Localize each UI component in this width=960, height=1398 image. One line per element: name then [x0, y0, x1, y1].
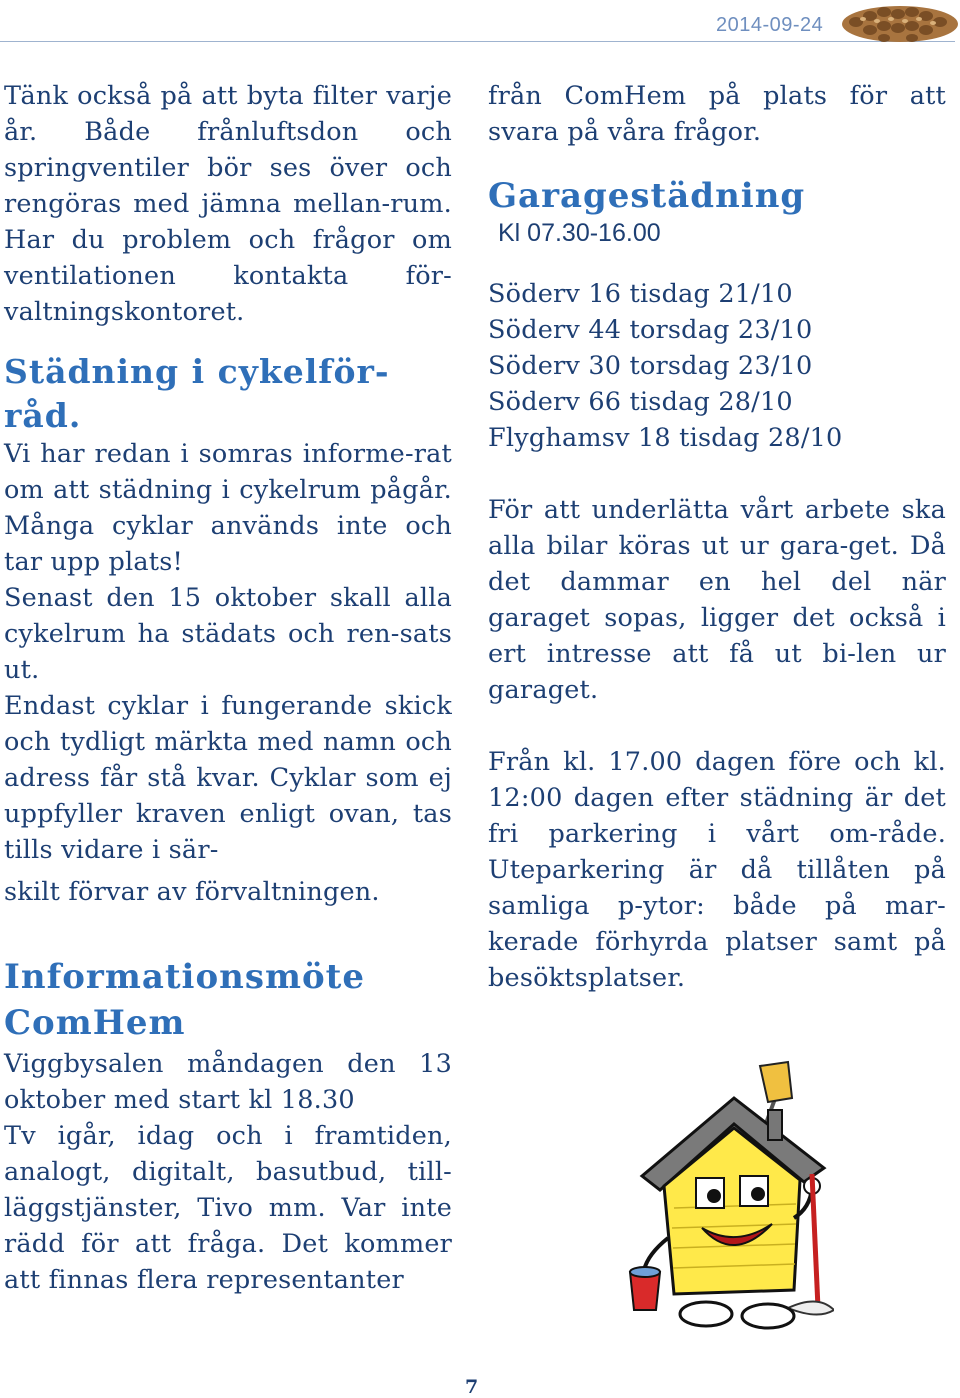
schedule-line: Flyghamsv 18 tisdag 28/10	[488, 423, 843, 453]
meeting-paragraph-1: Viggbysalen måndagen den 13 oktober med start kl 18.30	[4, 1049, 452, 1115]
schedule-line: Söderv 44 torsdag 23/10	[488, 315, 813, 345]
garage-cleaning-heading: Garagestädning	[488, 176, 806, 216]
garage-paragraph-1: För att underlätta vårt arbete ska alla bilar köras ut ur gara-get. Då det dammar en hel del när garaget sopas, ligger det också i ert intresse att få ut bi-len ur garaget.	[488, 495, 946, 705]
bike-paragraph-4: skilt förvar av förvaltningen.	[4, 877, 380, 907]
schedule-line: Söderv 30 torsdag 23/10	[488, 351, 813, 381]
bike-paragraph-1: Vi har redan i somras informe-rat om att städning i cykelrum pågår. Många cyklar används inte och tar upp plats!	[4, 439, 452, 577]
schedule-line: Söderv 66 tisdag 28/10	[488, 387, 793, 417]
comhem-meeting-heading: Informationsmöte ComHem	[4, 957, 365, 1043]
schedule-line: Söderv 16 tisdag 21/10	[488, 279, 793, 309]
garage-time: Kl 07.30-16.00	[498, 219, 661, 247]
left-column	[4, 78, 452, 1298]
ventilation-paragraph: Tänk också på att byta filter varje år. Både frånluftsdon och springventiler bör ses över och rengöras med jämna mellan-rum. Har du problem och frågor om ventilationen kontakta för-valtningskontoret.	[4, 81, 452, 327]
header-divider	[0, 41, 955, 42]
garage-paragraph-2: Från kl. 17.00 dagen före och kl. 12:00 dagen efter städning är det fri parkering i vårt om-råde. Uteparkering är då tillåten på samliga p-ytor: både på mar-kerade förhyrda platser samt på besöktsplatser.	[488, 747, 946, 993]
header-date: 2014-09-24	[716, 14, 824, 36]
comhem-continuation: från ComHem på plats för att svara på våra frågor.	[488, 81, 946, 147]
bike-paragraph-3: Endast cyklar i fungerande skick och tydligt märkta med namn och adress får stå kvar. Cyklar som ej uppfyller kraven enligt ovan, tas tills vidare i sär-	[4, 691, 452, 865]
page-number: 7	[465, 1376, 479, 1398]
bike-paragraph-2: Senast den 15 oktober skall alla cykelrum ha städats och ren-sats ut.	[4, 583, 452, 685]
meeting-paragraph-2: Tv igår, idag och i framtiden, analogt, digitalt, basutbud, till-läggstjänster, Tivo mm. Var inte rädd för att fråga. Det kommer att finnas flera representanter	[4, 1121, 452, 1295]
bike-cleaning-heading: Städning i cykelför-råd.	[4, 352, 390, 435]
garage-schedule	[488, 276, 946, 456]
right-column	[488, 78, 946, 996]
pinecone-ornament-icon	[836, 0, 960, 52]
cleaning-house-illustration	[628, 1058, 834, 1334]
